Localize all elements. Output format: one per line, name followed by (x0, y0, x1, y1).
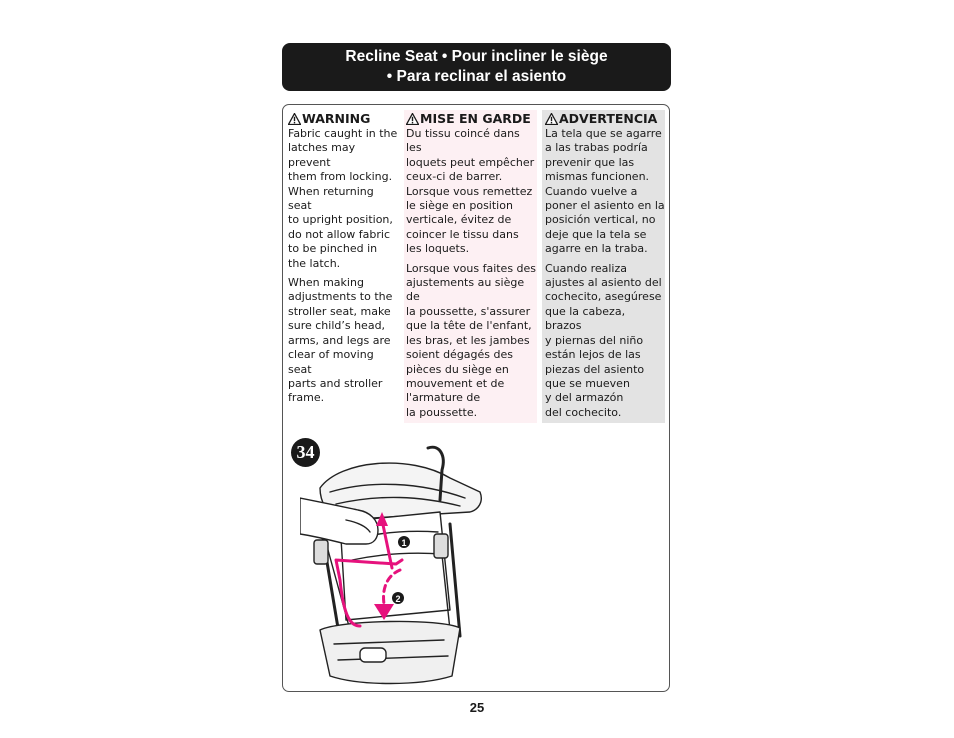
stroller-recline-illustration (300, 440, 510, 690)
warning-column-english (288, 110, 400, 406)
section-title-line-1: Recline Seat • Pour incliner le siège (345, 48, 608, 65)
warning-paragraph: Lorsque vous faites des ajustements au siège de la poussette, s'assurer que la tête de l'enfant, les bras, et les jambes soient dégagés des pièces du siège en mouvement et de l'armature de la poussette. (406, 261, 537, 419)
latch-left (314, 540, 328, 564)
page-number: 25 (469, 700, 485, 715)
section-title-line-2: • Para reclinar el asiento (386, 68, 567, 85)
warning-heading-english (288, 111, 400, 127)
warning-paragraph: Du tissu coincé dans les loquets peut empêcher ceux-ci de barrer. Lorsque vous remettez le siège en position verticale, évitez de coincer le tissu dans les loquets. (406, 127, 535, 256)
stroller-basket (320, 621, 460, 683)
section-header (282, 43, 671, 91)
step-number: 34 (296, 442, 315, 462)
latch-right (434, 534, 448, 558)
warning-heading-text: WARNING (302, 111, 371, 126)
warning-column-spanish (542, 110, 665, 423)
warning-heading-text: MISE EN GARDE (420, 111, 531, 126)
warning-paragraph: When making adjustments to the stroller seat, make sure child’s head, arms, and legs are clear of moving seat parts and stroller frame. (288, 276, 393, 405)
warning-triangle-icon (288, 113, 301, 125)
footrest-clip (360, 648, 386, 662)
warning-heading-french (406, 111, 537, 127)
callout-2-label: 2 (395, 594, 401, 604)
warning-paragraph: La tela que se agarre a las trabas podría prevenir que las mismas funcionen. Cuando vuelve a poner el asiento en la posición vertical, no deje que la tela se agarre en la traba. (545, 127, 665, 256)
warning-heading-text: ADVERTENCIA (559, 111, 658, 126)
warning-triangle-icon (406, 113, 419, 125)
warning-column-french (404, 110, 537, 423)
warning-paragraph: Cuando realiza ajustes al asiento del cochecito, asegúrese que la cabeza, brazos y piernas del niño están lejos de las piezas del asiento que se mueven y del armazón del cochecito. (545, 261, 662, 419)
warning-paragraph: Fabric caught in the latches may prevent them from locking. When returning seat to upright position, do not allow fabric to be pinched in the latch. (288, 127, 398, 270)
warning-heading-spanish (545, 111, 665, 127)
warning-triangle-icon (545, 113, 558, 125)
callout-1-label: 1 (401, 538, 407, 548)
